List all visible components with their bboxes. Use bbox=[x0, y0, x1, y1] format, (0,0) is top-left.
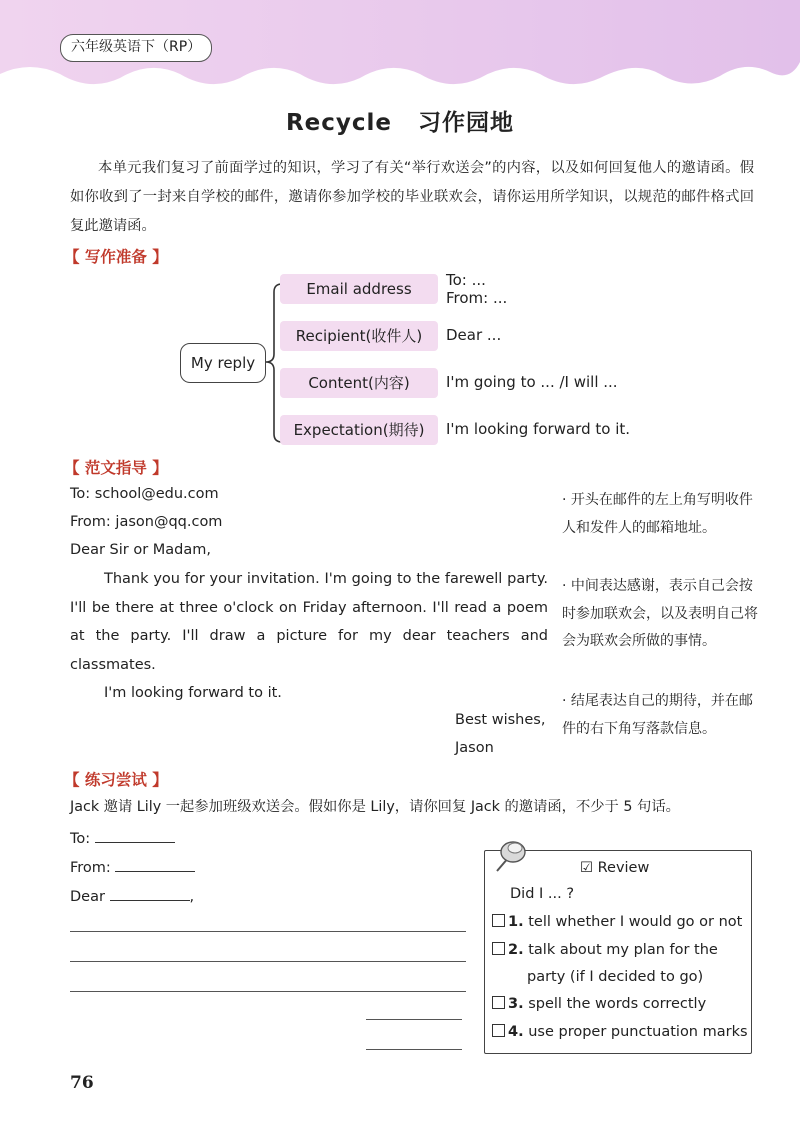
practice-dear-row: Dear , bbox=[70, 886, 194, 905]
model-signature: Jason bbox=[455, 740, 494, 756]
review-item: 2. talk about my plan for the bbox=[492, 942, 718, 958]
model-note-1: · 开头在邮件的左上角写明收件人和发件人的邮箱地址。 bbox=[562, 492, 753, 536]
writing-line[interactable] bbox=[70, 961, 466, 962]
title-chinese: 习作园地 bbox=[418, 110, 515, 136]
practice-from-row: From: bbox=[70, 857, 195, 876]
mindmap-value-email: To: ... From: ... bbox=[446, 271, 508, 307]
model-letter-body bbox=[70, 565, 548, 708]
mindmap-branch-content: Content(内容) bbox=[280, 368, 438, 398]
model-signoff: Best wishes, bbox=[455, 712, 546, 728]
model-note-2: · 中间表达感谢，表示自己会按时参加联欢会，以及表明自己将会为联欢会所做的事情。 bbox=[562, 578, 758, 649]
page-number: 76 bbox=[70, 1073, 94, 1093]
from-blank[interactable] bbox=[115, 857, 195, 872]
section-writing-prep: 【 写作准备 】 bbox=[64, 248, 168, 266]
model-note-3: · 结尾表达自己的期待，并在邮件的右下角写落款信息。 bbox=[562, 693, 753, 737]
grade-label: 六年级英语下（RP） bbox=[60, 34, 212, 62]
mindmap-value-expectation: I'm looking forward to it. bbox=[446, 420, 631, 438]
checkbox[interactable] bbox=[492, 914, 505, 927]
mindmap-branch-email: Email address bbox=[280, 274, 438, 304]
practice-to-row: To: bbox=[70, 828, 175, 847]
model-from-line: From: jason@qq.com bbox=[70, 514, 223, 530]
mindmap-root: My reply bbox=[180, 343, 266, 383]
model-greeting: Dear Sir or Madam, bbox=[70, 542, 212, 558]
signoff-line[interactable] bbox=[366, 1019, 462, 1020]
checkbox[interactable] bbox=[492, 1024, 505, 1037]
writing-line[interactable] bbox=[70, 931, 466, 932]
dear-blank[interactable] bbox=[110, 886, 190, 901]
writing-line[interactable] bbox=[70, 991, 466, 992]
review-title: ☑ Review bbox=[580, 860, 650, 876]
practice-instruction: Jack 邀请 Lily 一起参加班级欢送会。假如你是 Lily，请你回复 Jack 的邀请函，不少于 5 句话。 bbox=[70, 799, 680, 815]
title-english: Recycle bbox=[285, 110, 393, 136]
pushpin-icon bbox=[487, 835, 533, 877]
to-blank[interactable] bbox=[95, 828, 175, 843]
section-model-guide: 【 范文指导 】 bbox=[64, 459, 168, 477]
signature-line[interactable] bbox=[366, 1049, 462, 1050]
model-body-paragraph: Thank you for your invitation. I'm going to the farewell party. I'll be there at three o'clock on Friday afternoon. I'll read a poem at the party. I'll draw a picture for my dear teachers and classmates. bbox=[70, 571, 548, 673]
checkbox[interactable] bbox=[492, 996, 505, 1009]
page-title bbox=[0, 104, 800, 137]
model-closing-line: I'm looking forward to it. bbox=[104, 685, 282, 701]
mindmap-branch-expectation: Expectation(期待) bbox=[280, 415, 438, 445]
review-item: 4. use proper punctuation marks bbox=[492, 1024, 748, 1040]
checkbox[interactable] bbox=[492, 942, 505, 955]
model-to-line: To: school@edu.com bbox=[70, 486, 219, 502]
section-practice: 【 练习尝试 】 bbox=[64, 771, 168, 789]
mindmap-value-recipient: Dear ... bbox=[446, 326, 502, 344]
mindmap-branch-recipient: Recipient(收件人) bbox=[280, 321, 438, 351]
review-item: 1. tell whether I would go or not bbox=[492, 914, 742, 930]
review-item: 3. spell the words correctly bbox=[492, 996, 706, 1012]
mindmap-value-content: I'm going to ... /I will ... bbox=[446, 373, 618, 391]
review-item-continuation: party (if I decided to go) bbox=[527, 969, 704, 985]
intro-paragraph: 本单元我们复习了前面学过的知识，学习了有关“举行欢送会”的内容，以及如何回复他人的邀请函。假如你收到了一封来自学校的邮件，邀请你参加学校的毕业联欢会，请你运用所学知识，以规范的邮件格式回复此邀请函。 bbox=[70, 160, 754, 234]
review-question: Did I ... ? bbox=[510, 886, 575, 902]
